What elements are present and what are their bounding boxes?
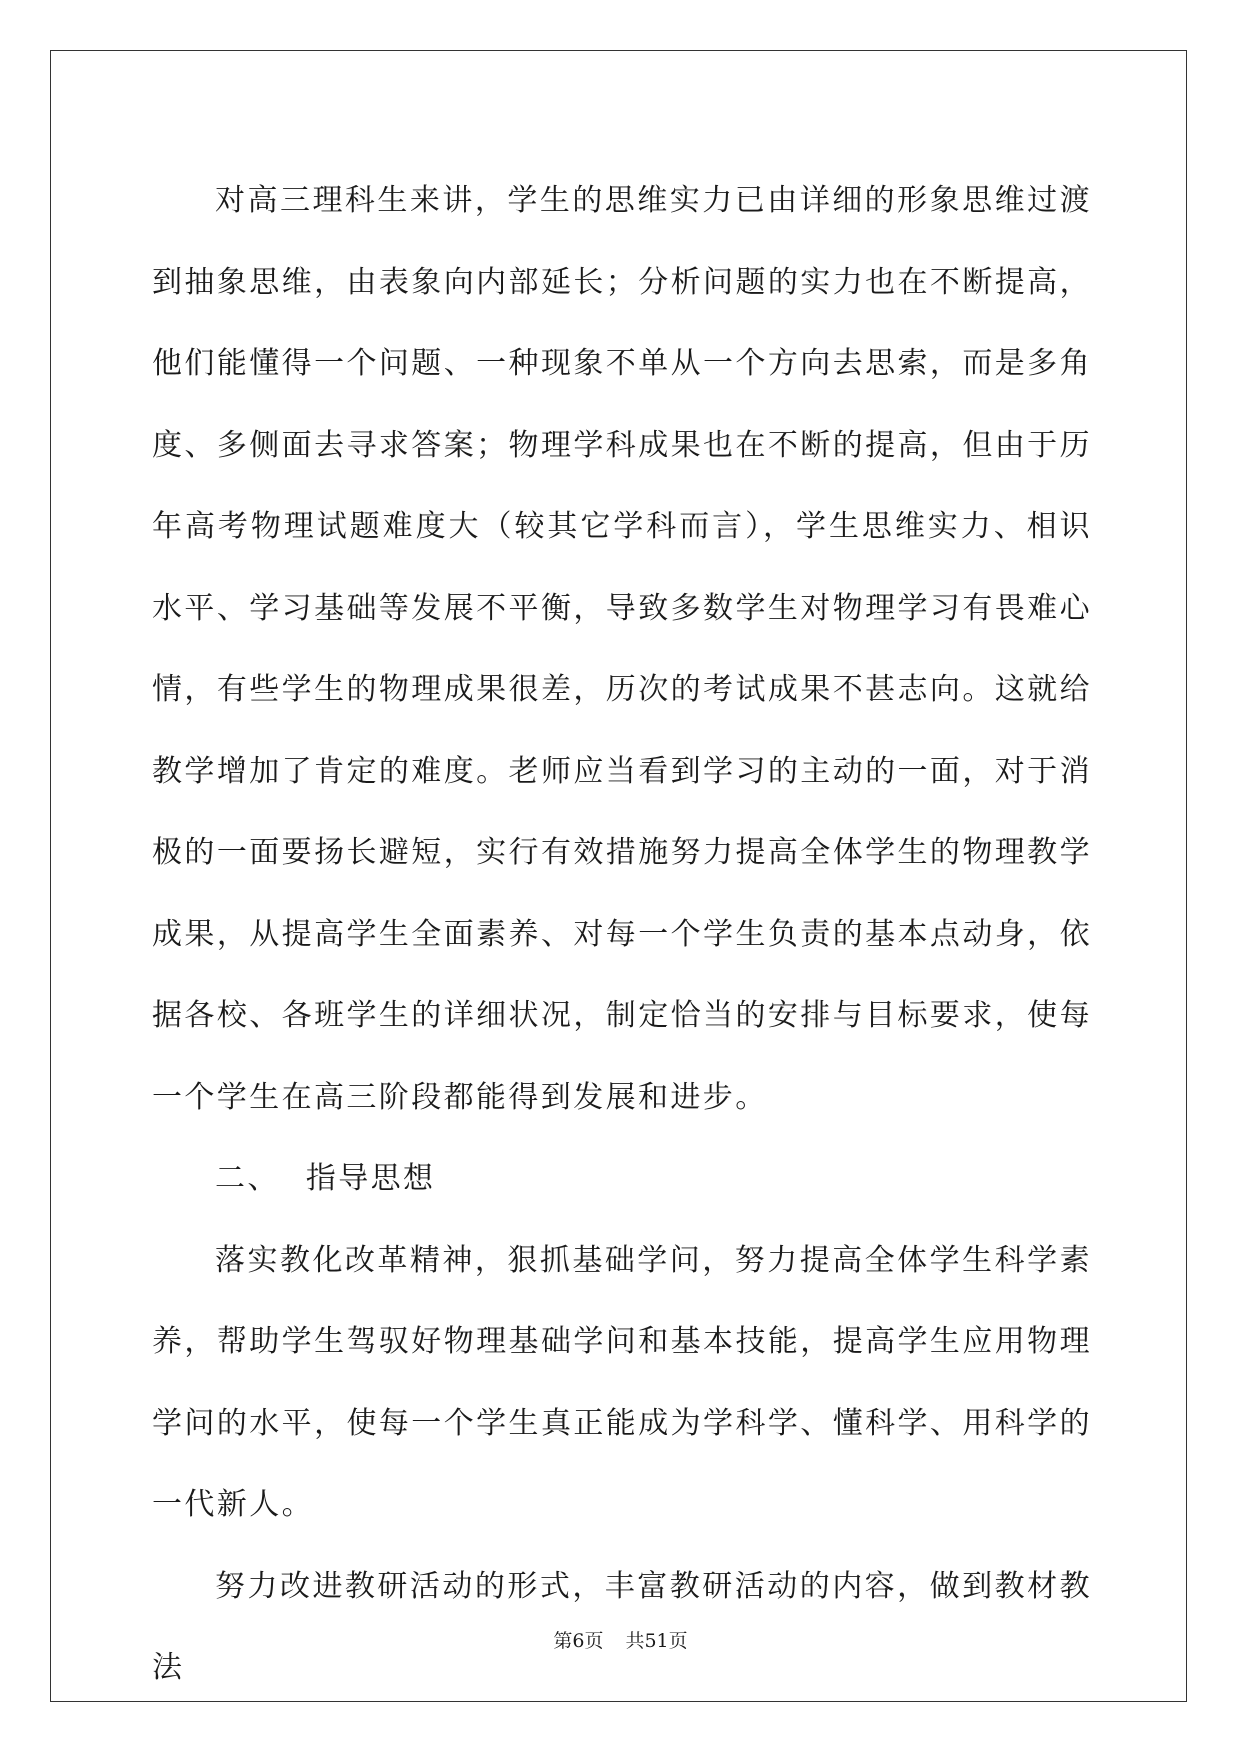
paragraph-teaching-research: 努力改进教研活动的形式，丰富教研活动的内容，做到教材教法: [152, 1568, 1092, 1685]
paragraph-guiding-idea: 落实教化改革精神，狠抓基础学问，努力提高全体学生科学素养，帮助学生驾驭好物理基础学问和基本技能，提高学生应用物理学问的水平，使每一个学生真正能成为学科学、懂科学、用科学的一代新人。: [152, 1242, 1092, 1522]
page-footer: [0, 1626, 1241, 1653]
section-heading: [152, 1138, 1092, 1220]
page-total: 共51页: [625, 1630, 688, 1652]
document-body: [152, 160, 1092, 1709]
paragraph-background: 对高三理科生来讲，学生的思维实力已由详细的形象思维过渡到抽象思维，由表象向内部延长；分析问题的实力也在不断提高，他们能懂得一个问题、一种现象不单从一个方向去思索，而是多角度、多侧面去寻求答案；物理学科成果也在不断的提高，但由于历年高考物理试题难度大（较其它学科而言），学生思维实力、相识水平、学习基础等发展不平衡，导致多数学生对物理学习有畏难心情，有些学生的物理成果很差，历次的考试成果不甚志向。这就给教学增加了肯定的难度。老师应当看到学习的主动的一面，对于消极的一面要扬长避短，实行有效措施努力提高全体学生的物理教学成果，从提高学生全面素养、对每一个学生负责的基本点动身，依据各校、各班学生的详细状况，制定恰当的安排与目标要求，使每一个学生在高三阶段都能得到发展和进步。: [152, 183, 1092, 1115]
section-number: 二、: [215, 1161, 280, 1196]
page-number: 第6页: [553, 1630, 604, 1652]
section-title: 指导思想: [305, 1161, 436, 1196]
